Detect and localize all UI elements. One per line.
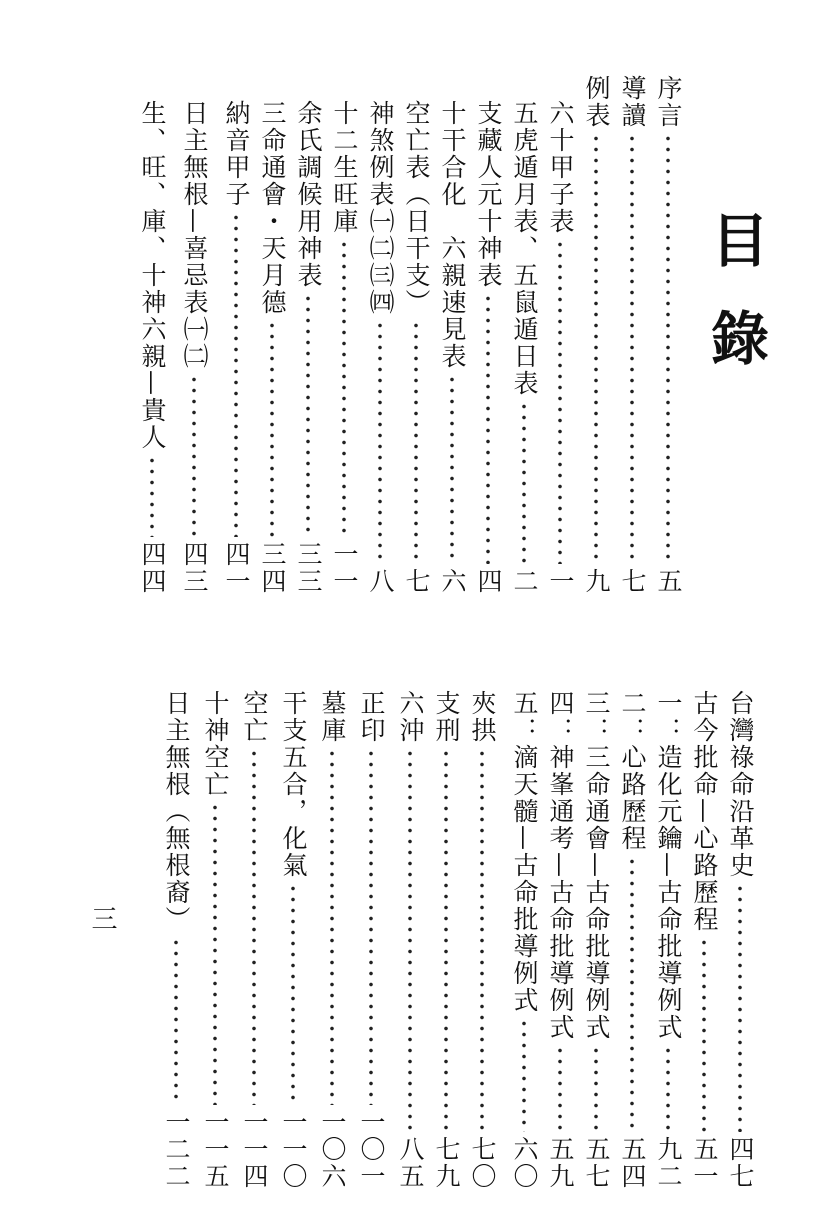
entry-title: 余氏調候用神表 (294, 100, 323, 289)
entry-page: 四三 (180, 541, 209, 595)
dot-leader (176, 374, 212, 537)
entry-title: 納音甲子 (222, 100, 251, 208)
dot-leader (542, 239, 578, 564)
entry-page: 一〇一 (357, 1109, 386, 1190)
toc-entry (392, 690, 428, 1190)
entry-page: 三四 (258, 541, 287, 595)
entry-title: 五：滴天髓—古命批導例式 (510, 690, 539, 1014)
entry-page: 四四 (138, 541, 167, 595)
dot-leader (578, 133, 614, 564)
toc-entry (464, 690, 500, 1190)
dot-leader (542, 1045, 578, 1132)
entry-page: 五四 (618, 1136, 647, 1190)
entry-page: 八五 (396, 1136, 425, 1190)
toc-entry (506, 690, 542, 1190)
entry-page: 一二二 (162, 1109, 191, 1190)
entry-title: 導讀 (618, 75, 647, 129)
dot-leader (434, 374, 470, 564)
dot-leader (362, 320, 398, 564)
dot-leader (464, 748, 500, 1132)
toc-entry (614, 690, 650, 1190)
entry-title: 夾拱 (468, 690, 497, 744)
entry-page: 三三 (294, 541, 323, 595)
toc-entry (434, 100, 470, 595)
entry-title: 四：神峯通考—古命批導例式 (546, 690, 575, 1041)
dot-leader (614, 856, 650, 1132)
toc-entry (686, 690, 722, 1190)
page-number: 三 (87, 905, 117, 931)
toc-entry (650, 75, 686, 595)
entry-page: 九 (582, 568, 611, 595)
toc-entry (722, 690, 758, 1190)
entry-title: 生、旺、庫、十神六親—貴人 (138, 100, 167, 451)
dot-leader (392, 748, 428, 1132)
entry-page: 四一 (222, 541, 251, 595)
entry-title: 日主無根（無根裔） (162, 690, 191, 933)
entry-page: 七 (618, 568, 647, 595)
toc-entry (578, 75, 614, 595)
dot-leader (650, 1045, 686, 1132)
toc-entry (254, 100, 290, 595)
entry-title: 例表 (582, 75, 611, 129)
entry-page: 一一五 (201, 1109, 230, 1190)
entry-page: 七 (402, 568, 431, 595)
dot-leader (134, 455, 170, 537)
entry-title: 日主無根—喜忌表㈠㈡ (180, 100, 209, 370)
toc-entry (314, 690, 350, 1190)
entry-title: 正印 (357, 690, 386, 744)
entry-title: 干支五合，化氣 (279, 690, 308, 879)
entry-title: 三命通會・天月德 (258, 100, 287, 316)
toc-entry (362, 100, 398, 595)
entry-title: 古今批命—心路歷程 (690, 690, 719, 933)
dot-leader (197, 802, 233, 1105)
entry-title: 台灣祿命沿革史 (726, 690, 755, 879)
entry-title: 十神空亡 (201, 690, 230, 798)
toc-entry (236, 690, 272, 1190)
entry-page: 二 (510, 568, 539, 595)
entry-page: 一 (546, 568, 575, 595)
dot-leader (353, 748, 389, 1105)
toc-entry (326, 100, 362, 595)
entry-page: 一一〇 (279, 1109, 308, 1190)
dot-leader (722, 883, 758, 1132)
dot-leader (290, 293, 326, 537)
toc-entry (650, 690, 686, 1190)
entry-title: 六沖 (396, 690, 425, 744)
dot-leader (650, 133, 686, 564)
entry-page: 五 (654, 568, 683, 595)
dot-leader (254, 320, 290, 537)
entry-page: 一一四 (240, 1109, 269, 1190)
entry-page: 一一 (330, 541, 359, 595)
toc-entry (614, 75, 650, 595)
entry-title: 五虎遁月表、五鼠遁日表 (510, 100, 539, 397)
toc-entry (542, 100, 578, 595)
dot-leader (428, 748, 464, 1132)
entry-page: 四七 (726, 1136, 755, 1190)
dot-leader (275, 883, 311, 1105)
dot-leader (158, 937, 194, 1105)
toc-title: 目錄 (701, 210, 769, 406)
toc-entry (506, 100, 542, 595)
toc-entry (275, 690, 311, 1190)
toc-entry (176, 100, 212, 595)
entry-page: 五一 (690, 1136, 719, 1190)
dot-leader (686, 937, 722, 1132)
toc-entry (578, 690, 614, 1190)
entry-page: 五七 (582, 1136, 611, 1190)
entry-page: 六 (438, 568, 467, 595)
toc-entry (290, 100, 326, 595)
toc-entry (158, 690, 194, 1190)
entry-page: 九二 (654, 1136, 683, 1190)
entry-page: 五九 (546, 1136, 575, 1190)
toc-entry (398, 100, 434, 595)
entry-page: 七〇 (468, 1136, 497, 1190)
entry-title: 空亡表（日干支） (402, 100, 431, 316)
entry-page: 六〇 (510, 1136, 539, 1190)
entry-title: 支藏人元十神表 (474, 100, 503, 289)
dot-leader (398, 320, 434, 564)
toc-entry (218, 100, 254, 595)
toc-entry (134, 100, 170, 595)
entry-title: 三：三命通會—古命批導例式 (582, 690, 611, 1041)
entry-title: 支刑 (432, 690, 461, 744)
entry-title: 序言 (654, 75, 683, 129)
entry-page: 八 (366, 568, 395, 595)
entry-page: 四 (474, 568, 503, 595)
entry-title: 二：心路歷程 (618, 690, 647, 852)
entry-title: 神煞例表㈠㈡㈢㈣ (366, 100, 395, 316)
dot-leader (314, 748, 350, 1105)
toc-entry (353, 690, 389, 1190)
entry-title: 十二生旺庫 (330, 100, 359, 235)
entry-title: 墓庫 (318, 690, 347, 744)
dot-leader (506, 1018, 542, 1132)
entry-page: 一〇六 (318, 1109, 347, 1190)
dot-leader (578, 1045, 614, 1132)
entry-page: 七九 (432, 1136, 461, 1190)
dot-leader (470, 293, 506, 564)
dot-leader (614, 133, 650, 564)
toc-entry (428, 690, 464, 1190)
entry-title: 一：造化元鑰—古命批導例式 (654, 690, 683, 1041)
toc-entry (542, 690, 578, 1190)
entry-title: 十干合化 六親速見表 (438, 100, 467, 370)
entry-title: 空亡 (240, 690, 269, 744)
toc-entry (197, 690, 233, 1190)
dot-leader (326, 239, 362, 537)
dot-leader (218, 212, 254, 537)
dot-leader (236, 748, 272, 1105)
entry-title: 六十甲子表 (546, 100, 575, 235)
toc-entry (470, 100, 506, 595)
dot-leader (506, 401, 542, 564)
